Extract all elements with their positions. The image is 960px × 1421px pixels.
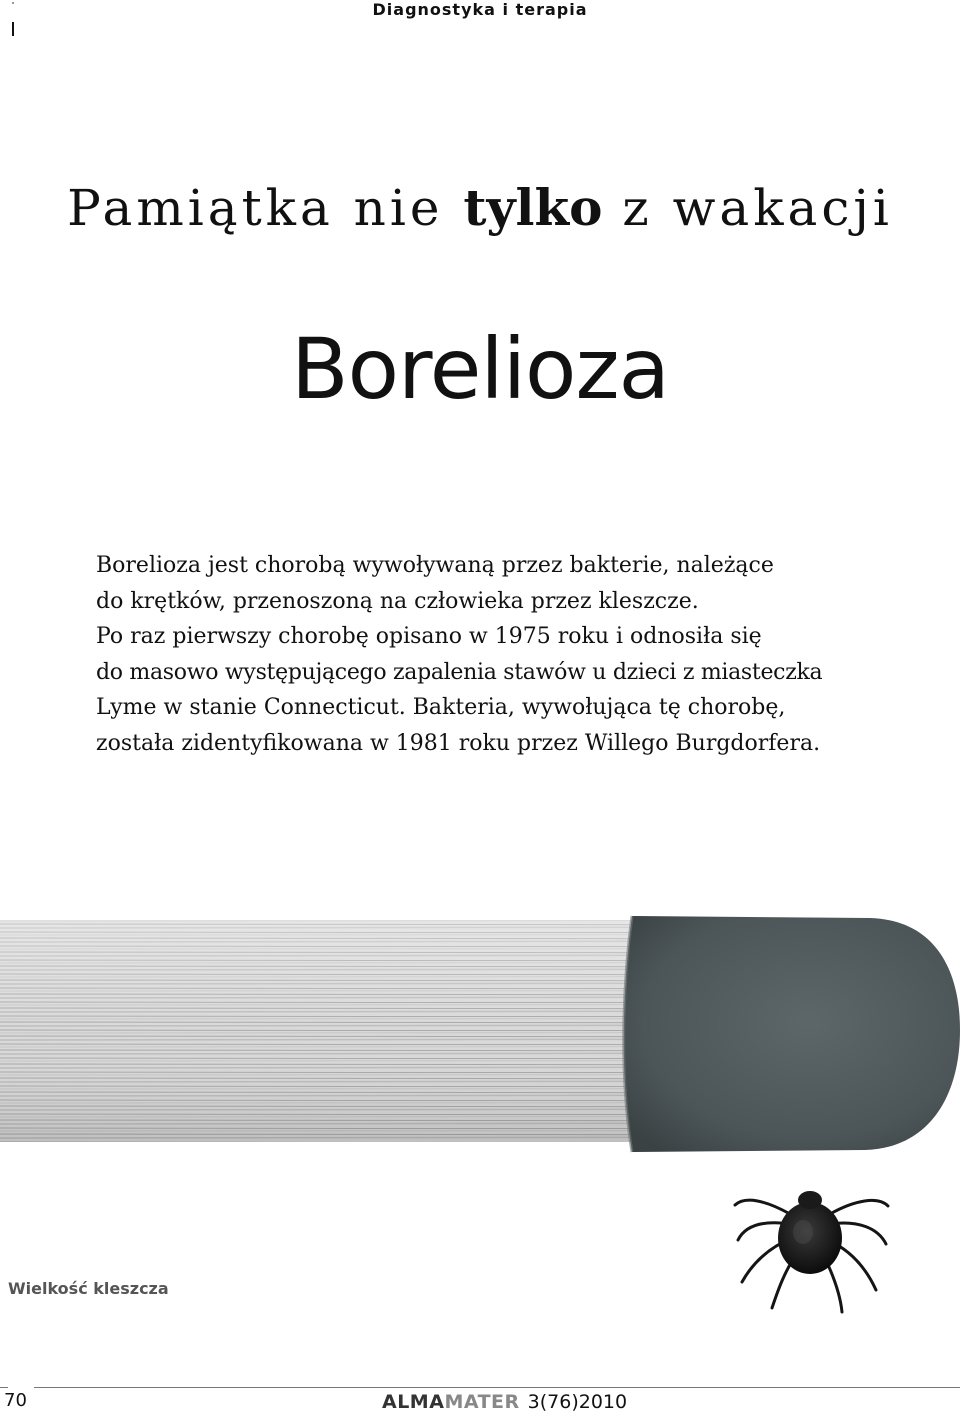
body-line: do masowo występującego zapalenia stawów u dzieci z miasteczka bbox=[96, 659, 823, 685]
body-line: Lyme w stanie Connecticut. Bakteria, wywołująca tę chorobę, bbox=[96, 695, 786, 720]
subtitle-before: Pamiątka nie bbox=[67, 179, 464, 237]
brand-alma: ALMA bbox=[382, 1391, 445, 1413]
issue-number: 3(76)2010 bbox=[527, 1391, 628, 1413]
footer-rule bbox=[0, 1387, 8, 1388]
body-line: Po raz pierwszy chorobę opisano w 1975 roku i odnosiła się bbox=[96, 624, 762, 649]
section-header: Diagnostyka i terapia bbox=[372, 0, 588, 19]
subtitle-after: z wakacji bbox=[602, 179, 893, 237]
subtitle-emphasis: tylko bbox=[463, 178, 603, 237]
figure-caption: Wielkość kleszcza bbox=[8, 1279, 169, 1298]
page-number: 70 bbox=[4, 1390, 27, 1411]
footer-rule bbox=[34, 1387, 960, 1388]
body-line: została zidentyfikowana w 1981 roku przez Willego Burgdorfera. bbox=[96, 730, 821, 756]
matchstick-and-tick-photo bbox=[0, 880, 960, 1320]
body-line: do krętków, przenoszoną na człowieka przez kleszcze. bbox=[96, 588, 699, 614]
margin-bar-mark bbox=[12, 22, 14, 36]
article-subtitle bbox=[0, 178, 960, 237]
body-line: Borelioza jest chorobą wywoływaną przez bakterie, należące bbox=[96, 553, 774, 578]
article-title: Borelioza bbox=[290, 320, 670, 418]
journal-brand bbox=[382, 1391, 627, 1413]
brand-mater: MATER bbox=[444, 1391, 520, 1413]
article-body bbox=[96, 548, 946, 761]
